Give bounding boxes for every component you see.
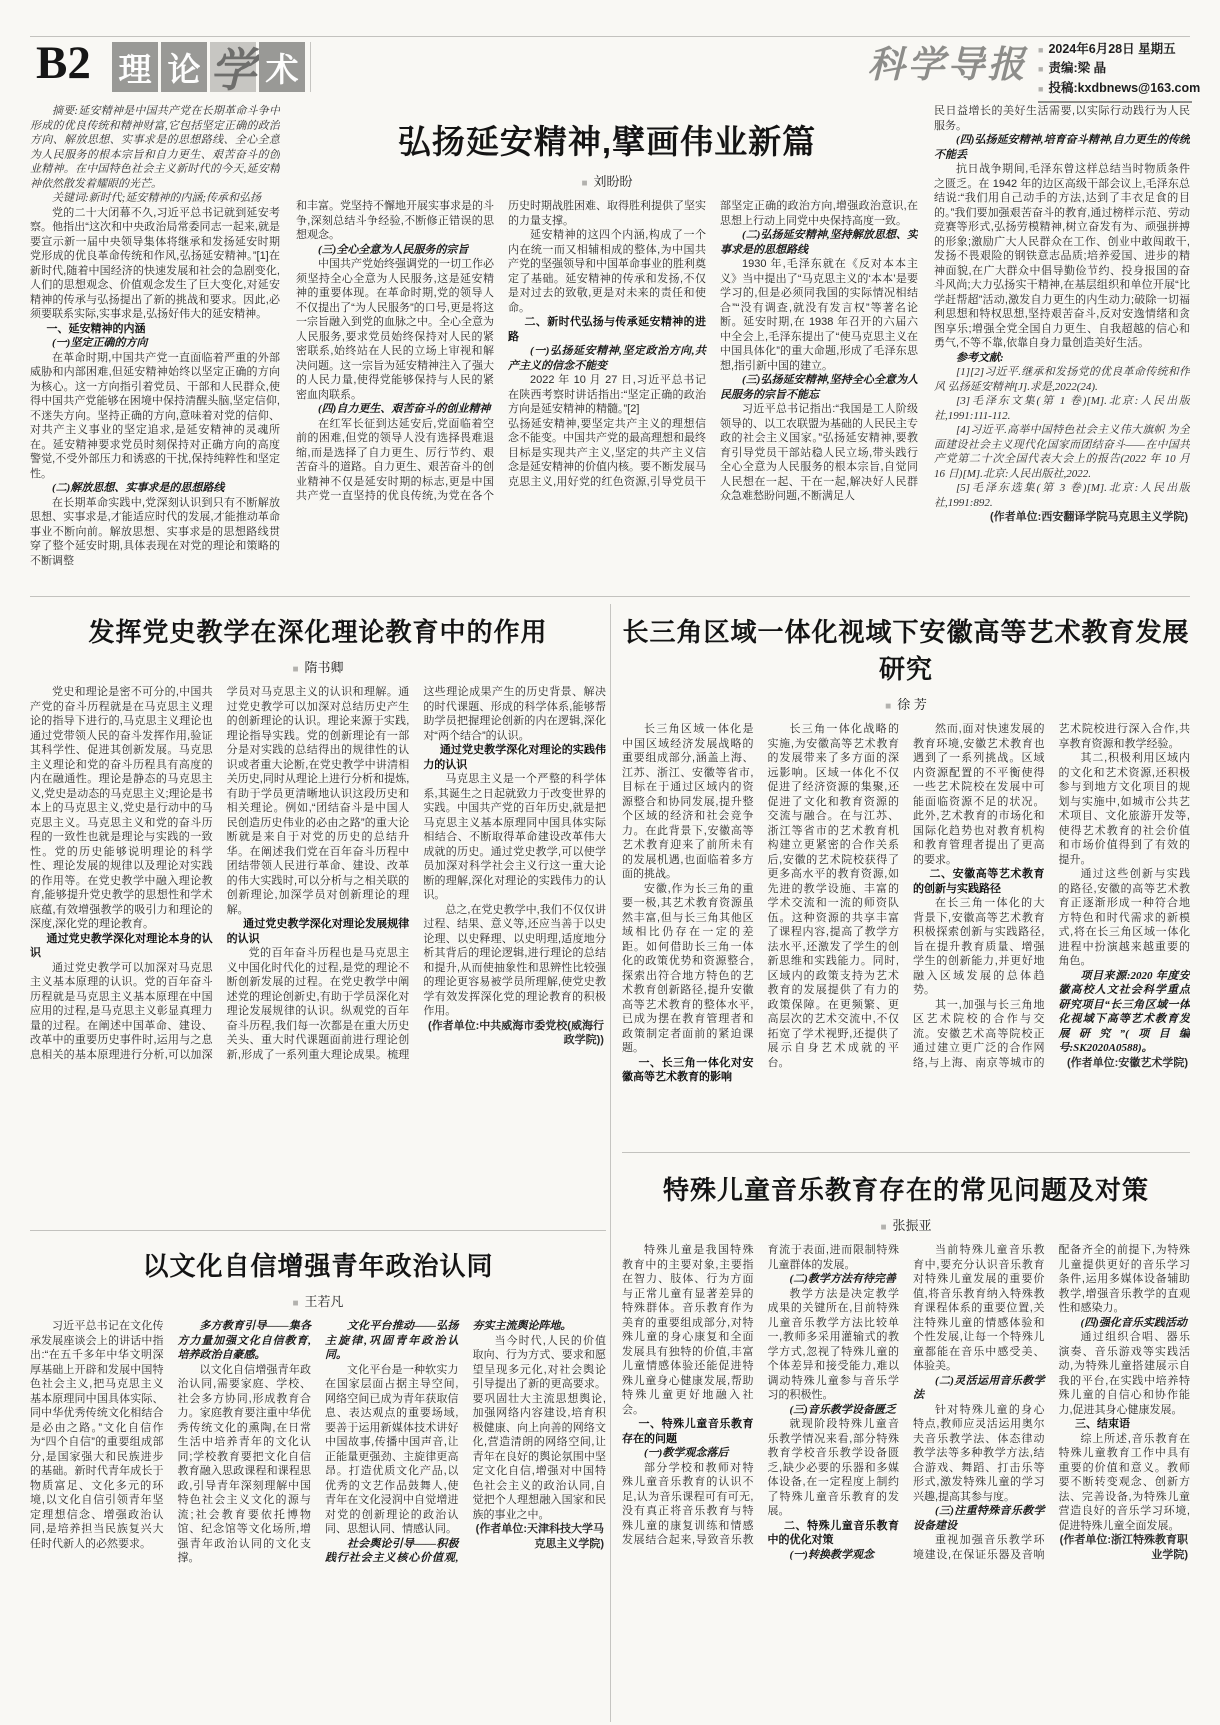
article-cultural-confidence	[30, 1234, 606, 1725]
subheading: (一)弘扬延安精神,坚定政治方向,共产主义的信念不能变	[508, 345, 706, 372]
submission-line	[1038, 79, 1201, 98]
subheading: (三)全心全意为人民服务的宗旨	[318, 243, 469, 256]
article-special-children-music	[622, 1158, 1190, 1725]
article-body-columns	[296, 199, 918, 590]
subheading: 社会舆论引导——积极践行社会主义核心价值观,夯实主流舆论阵地。	[325, 1320, 572, 1564]
abstract-or-reference: 摘要:延安精神是中国共产党在长期革命斗争中形成的优良传统和精神财富,它包括坚定正确的政治方向、解放思想、实事求是的思想路线、全心全意为人民服务的根本宗旨和自力更生、艰苦奋斗的创业精神。在中国特色社会主义新时代的今天,延安精神依然散发着耀眼的光芒。	[30, 105, 280, 190]
article-body-columns	[30, 1319, 606, 1725]
section-subheading: 一、延安精神的内涵	[46, 322, 146, 335]
article-byline	[30, 657, 606, 676]
author-credit: (作者单位:中共威海市委党校(威海行政学院))	[427, 1019, 604, 1046]
article-byline	[30, 1291, 606, 1310]
author-credit: (作者单位:浙江特殊教育职业学院)	[1059, 1534, 1188, 1561]
submission-email: 投稿:kxdbnews@163.com	[1048, 80, 1201, 95]
abstract-or-reference: [1][2]习近平.继承和发扬党的优良革命传统和作风 弘扬延安精神[J].求是,2022(24).	[934, 366, 1190, 393]
article-party-history-teaching	[30, 600, 606, 1228]
body-paragraph: 党的二十大闭幕不久,习近平总书记就到延安考察。他指出“这次和中央政治局常委同志一起来,就是要宣示新一届中央领导集体将继承和发扬延安时期党形成的优良革命传统和作风,弘扬延安精神。”[1]在新时代,随着中国经济的快速发展和社会的急剧变化,人们的思想观念、价值观念发生了巨大变化,对延安精神的传承与弘扬提出了新的挑战和要求。因此,必须要联系实际,实事求是,弘扬好伟大的延安精神。	[30, 206, 280, 320]
body-paragraph: 通过组织合唱、器乐演奏、音乐游戏等实践活动,为特殊儿童搭建展示自我的平台,在实践中培养特殊儿童的自信心和协作能力,促进其身心健康发展。	[1058, 1331, 1190, 1416]
article-title: 弘扬延安精神,擘画伟业新篇	[397, 123, 817, 160]
section-subheading: 三、结束语	[1075, 1418, 1130, 1430]
body-paragraph: 中国共产党始终强调党的一切工作必须坚持全心全意为人民服务,这是延安精神的重要体现。在革命时期,党的领导人不仅提出了“为人民服务”的口号,更是将这一宗旨融入到党的血脉之中。全心全意为人民服务,要求党员始终保持对人民的紧密联系,始终站在人民的立场上审视和解决问题。这一宗旨为延安精神注入了强大的人民力量,使得党能够保持与人民的紧密血肉联系。	[296, 258, 494, 401]
subheading: (四)弘扬延安精神,培育奋斗精神,自力更生的传统不能丢	[934, 134, 1190, 161]
body-paragraph: 在长三角一体化的大背景下,安徽高等艺术教育积极探索创新与实践路径,旨在提升教育质量、增强学生的创新能力,并更好地融入区域发展的总体趋势。	[913, 897, 1045, 996]
section-logo	[112, 42, 305, 96]
bullet-icon: ■	[1038, 83, 1044, 94]
body-paragraph: 通过这些创新与实践的路径,安徽的高等艺术教育正逐渐形成一种符合地方特色和时代需求的新模式,将在长三角区域一体化进程中扮演越来越重要的角色。	[1058, 868, 1190, 967]
abstract-or-reference: 关键词:新时代;延安精神的内涵;传承和弘扬	[52, 192, 261, 204]
editor-text: 责编:梁 晶	[1048, 61, 1107, 76]
top-rule	[30, 36, 1190, 37]
author-name: 徐 芳	[897, 697, 927, 712]
article-title: 以文化自信增强青年政治认同	[142, 1251, 494, 1281]
article-references-column	[934, 104, 1190, 590]
author-name: 王若凡	[304, 1294, 344, 1309]
body-paragraph: 文化平台是一种软实力在国家层面占据主导空间,网络空间已成为青年获取信息、表达观点的重要场域,要善于运用新媒体技术讲好中国故事,传播中国声音,让正能量更强劲、主旋律更高昂。打造优质文化产品,以优秀的文艺作品鼓舞人,使青年在文化浸润中自觉增进对党的创新理论的政治认同、思想认同、情感认同。	[325, 1363, 459, 1535]
subheading: (一)转换教学观念	[789, 1548, 874, 1561]
article-byline	[296, 171, 918, 190]
body-paragraph: 在革命时期,中国共产党一直面临着严重的外部威胁和内部困难,但延安精神始终以坚定正确的方向为核心。这一方向指引着党员、干部和人民群众,使得中国共产党能够在困境中保持清醒头脑,坚定信仰,不迷失方向。坚持正确的方向,意味着对党的信仰、对共产主义事业的坚定追求,是延安精神的灵魂所在。延安精神要求党员时刻保持对正确方向的高度警觉,不受外部压力和诱惑的干扰,保持纯粹性和坚定性。	[30, 351, 280, 480]
body-paragraph: 弘扬延安精神,要坚定共产主义的理想信念不能变。中国共产党的最高理想和最终目标是实现共产主义,坚定的共产主义信念是延安精神的价值内核。要不断发展马克思主义,用好党的红色资源,引导党员干部坚定正确的政治方向,增强政治意识,在思想上行动上同党中央保持高度一致。	[508, 200, 918, 488]
body-paragraph: 和丰富。党坚持不懈地开展实事求是的斗争,深刻总结斗争经验,不断修正错误的思想观念。	[296, 200, 494, 241]
body-paragraph: 民日益增长的美好生活需要,以实际行动践行为人民服务。	[934, 105, 1190, 132]
body-paragraph: 党史和理论是密不可分的,中国共产党的奋斗历程就是在马克思主义理论的指导下进行的,马克思主义理论也通过党带领人民的奋斗发挥作用,验证其科学性、促进其创新发展。马克思主义理论和党的奋斗历程具有高度的内在融通性。理论是静态的马克思主义,党史是动态的马克思主义;理论是书本上的马克思主义,党史是行动中的马克思主义。马克思主义和党的奋斗历程的一致性也就是理论与实践的一致性。党的历史能够说明理论的科学性、理论发展的规律以及理论对实践的作用等。在党史教学中融入理论教育,能够提升党史教学的思想性和学术底蕴,有效增强教学的吸引力和理论的深度,深化党的理论教育。	[30, 686, 213, 930]
author-credit: (作者单位:安徽艺术学院)	[1067, 1056, 1188, 1069]
editor-line	[1038, 59, 1192, 78]
body-paragraph: 重视加强音乐教学环境建设,在保证乐器及音响配备齐全的前提下,为特殊儿童提供更好的音乐学习条件,运用多媒体设备辅助教学,增强音乐教学的直观性和感染力。	[913, 1244, 1190, 1561]
body-paragraph: 习近平总书记指出:“我国是工人阶级领导的、以工农联盟为基础的人民民主专政的社会主义国家。”弘扬延安精神,要教育引导党员干部站稳人民立场,带头践行全心全意为人民服务的根本宗旨,自觉同人民想在一起、干在一起,解决好人民群众急难愁盼问题,不断满足人	[720, 403, 918, 502]
subheading: 多方教育引导——集各方力量加强文化自信教育,培养政治自豪感。	[177, 1320, 311, 1361]
body-paragraph: 教学方法是决定教学成果的关键所在,目前特殊儿童音乐教学方法比较单一,教师多采用灌输式的教学方式,忽视了特殊儿童的个体差异和接受能力,难以调动特殊儿童参与音乐学习的积极性。	[767, 1287, 899, 1401]
author-credit: (作者单位:天津科技大学马克思主义学院)	[475, 1523, 604, 1550]
page-number: B2	[36, 37, 91, 89]
article-title: 发挥党史教学在深化理论教育中的作用	[88, 617, 548, 647]
subheading: (二)弘扬延安精神,坚持解放思想、实事求是的思想路线	[720, 229, 918, 256]
body-paragraph: 长三角区域一体化是中国区域经济发展战略的重要组成部分,涵盖上海、江苏、浙江、安徽等省市,目标在于通过区域内的资源整合和协同发展,提升整个区域的经济和社会竞争力。在此背景下,安徽高等艺术教育迎来了前所未有的发展机遇,也面临着多方面的挑战。	[622, 723, 754, 880]
logo-divider	[310, 42, 311, 92]
article-title: 长三角区域一体化视域下安徽高等艺术教育发展研究	[622, 617, 1190, 684]
body-paragraph: 就现阶段特殊儿童音乐教学情况来看,部分特殊教育学校音乐教学设备匮乏,缺少必要的乐器和多媒体设备,在一定程度上制约了特殊儿童音乐教育的发展。	[767, 1418, 899, 1517]
body-paragraph: 习近平总书记在文化传承发展座谈会上的讲话中指出:“在五千多年中华文明深厚基础上开辟和发展中国特色社会主义,把马克思主义基本原理同中国具体实际、同中华优秀传统文化相结合是必由之路。”文化自信作为“四个自信”的重要组成部分,是国家强大和民族进步的基础。新时代青年成长于物质富足、文化多元的环境,以文化自信引领青年坚定理想信念、增强政治认同,是培养担当民族复兴大任时代新人的必然要求。	[30, 1320, 164, 1550]
subheading: (一)坚定正确的方向	[52, 337, 148, 349]
body-paragraph: 在红军长征到达延安后,党面临着空前的困难,但党的领导人没有选择畏难退缩,而是选择了自力更生、厉行节约、艰苦奋斗的道路。自力更生、艰苦奋斗的创业精神不仅是延安时期的标志,更是中国共产党一直坚持的优良传统,为党在各个历史时期战胜困难、取得胜利提供了坚实的力量支撑。	[296, 200, 706, 502]
body-paragraph: 其一,加强与长三角地区艺术院校的合作与交流。安徽艺术高等院校正通过建立更广泛的合作网络,与上海、南京等城市的艺术院校进行深入合作,共享教育资源和教学经验。	[913, 723, 1190, 1069]
article-title: 特殊儿童音乐教育存在的常见问题及对策	[662, 1175, 1149, 1205]
article-anhui-art-education	[622, 600, 1190, 1148]
abstract-or-reference: [3]毛泽东文集(第 1 卷)[M].北京:人民出版社,1991:111-112.	[934, 395, 1190, 422]
byline-square-icon: ■	[292, 664, 299, 675]
author-name: 隋书卿	[304, 660, 344, 675]
body-paragraph: 在长期革命实践中,党深刻认识到只有不断解放思想、实事求是,才能适应时代的发展,才能推动革命事业不断向前。解放思想、实事求是的思想路线贯穿了整个延安时期,具体表现在对党的理论和策略的不断调整	[30, 496, 280, 567]
issue-info	[1038, 40, 1201, 103]
body-paragraph: 当前特殊儿童音乐教育中,要充分认识音乐教育对特殊儿童发展的重要价值,将音乐教育纳入特殊教育课程体系的重要位置,关注特殊儿童的情感体验和个性发展,让每一个特殊儿童都能在音乐中感受美、体验美。	[913, 1244, 1045, 1372]
body-paragraph: 通过党史教学可以加深对马克思主义基本原理的认识。党的百年奋斗历程就是马克思主义基本原理在中国应用的过程,是马克思主义彰显真理力量的过程。在阐述中国革命、建设、改革中的重要历史事件时,运用与之息息相关的基本原理进行分析,可以加深学员对马克思主义的认识和理解。通过党史教学可以加深对总结历史产生的创新理论的认识。理论来源于实践,理论指导实践。党的创新理论有一部分是对实践的总结得出的规律性的认识或者重大论断,在党史教学中讲清相关历史,同时从理论上进行分析和提炼,有助于学员更清晰地认识这段历史和相关理论。例如,“团结奋斗是中国人民创造历史伟业的必由之路”的重大论断就是来自于对党的历史的总结升华。在阐述我们党在百年奋斗历程中团结带领人民进行革命、建设、改革的伟大实践时,可以分析与之相关联的创新理论,加深学员对创新理论的理解。	[30, 686, 410, 1061]
body-paragraph: 当今时代,人民的价值取向、行为方式、要求和愿望呈现多元化,对社会舆论引导提出了新的更高要求。要巩固壮大主流思想舆论,加强网络内容建设,培育积极健康、向上向善的网络文化,营造清朗的网络空间,让青年在良好的舆论氛围中坚定文化自信,增强对中国特色社会主义的政治认同,自觉把个人理想融入国家和民族的事业之中。	[472, 1334, 606, 1521]
body-paragraph: 1930 年,毛泽东就在《反对本本主义》当中提出了“马克思主义的‘本本’是要学习的,但是必须同我国的实际情况相结合”“没有调查,就没有发言权”等著名论断。延安时期,在 1938 年召开的六届六中全会上,毛泽东提出了“使马克思主义在中国具体化”的重大命题,形成了毛泽东思想,指引新中国的建立。	[720, 258, 918, 372]
byline-square-icon: ■	[880, 1222, 887, 1233]
author-name: 刘盼盼	[593, 174, 633, 189]
article-body-columns	[30, 685, 606, 1228]
body-paragraph: 部分学校和教师对特殊儿童音乐教育的认识不足,认为音乐课程可有可无,没有真正将音乐教育与特殊儿童的康复训练和情感发展结合起来,导致音乐教育流于表面,进而限制特殊儿童群体的发展。	[622, 1244, 899, 1546]
section-subheading: 二、特殊儿童音乐教育中的优化对策	[767, 1519, 899, 1546]
subheading: (一)教学观念落后	[644, 1447, 729, 1459]
author-credit: (作者单位:西安翻译学院马克思主义学院)	[990, 511, 1188, 523]
article-byline	[622, 694, 1190, 713]
section-subheading: 通过党史教学深化对理论的实践伟力的认识	[423, 744, 606, 771]
subheading: (三)弘扬延安精神,坚持全心全意为人民服务的宗旨不能忘	[720, 374, 918, 401]
body-paragraph: 延安精神的这四个内涵,构成了一个内在统一而又相辅相成的整体,为中国共产党的坚强领导和中国革命事业的胜利奠定了基础。延安精神的传承和发扬,不仅是对过去的致敬,更是对未来的责任和使命。	[508, 229, 706, 314]
body-paragraph: 针对特殊儿童的身心特点,教师应灵活运用奥尔夫音乐教学法、体态律动教学法等多种教学方法,结合游戏、舞蹈、打击乐等形式,激发特殊儿童的学习兴趣,提高其参与度。	[913, 1403, 1045, 1503]
article-byline	[622, 1215, 1190, 1234]
body-paragraph: 总之,在党史教学中,我们不仅仅讲过程、结果、意义等,还应当善于以史论理、以史释理、以史明理,适度地分析其背后的理论逻辑,进行理论的总结和提升,从而使抽象性和思辨性比较强的理论更容易被学员所理解,使党史教学有效发挥深化党的理论教育的积极作用。	[423, 903, 606, 1017]
body-paragraph: 党的百年奋斗历程也是马克思主义中国化时代化的过程,是党的理论不断创新发展的过程。在党史教学中阐述党的理论创新史,有助于学员深化对理论发展规律的认识。纵观党的百年奋斗历程,我们每一次都是在重大历史关头、重大时代课题面前进行理论创新,形成了一系列重大理论成果。梳理这些理论成果产生的历史背景、解决的时代课题、形成的科学体系,能够帮助学员把握理论创新的内在逻辑,深化对“两个结合”的认识。	[226, 686, 606, 1061]
section-subheading: 一、特殊儿童音乐教育存在的问题	[622, 1418, 754, 1445]
subheading: (二)灵活运用音乐教学法	[913, 1374, 1045, 1401]
masthead-title: 科学导报	[867, 45, 1028, 86]
body-paragraph: 抗日战争期间,毛泽东曾这样总结当时物质条件之匮乏。在 1942 年的边区高级干部会议上,毛泽东总结说:“我们用自己动手的方法,达到了丰衣足食的目的。”我们要加强艰苦奋斗的教育,通过榜样示范、劳动竞赛等形式,弘扬劳模精神,树立奋发有为、顽强拼搏的形象;激励广大人民群众在工作、创业中敢闯敢干,发扬不畏艰险的钢铁意志品质;培养爱国、进步的精神面貌,在广大群众中倡导勤俭节约、投身报国的奋斗风尚;大力弘扬实干精神,在基层组织和单位开展“比学赶帮超”活动,激发自力更生的内生动力;破除一切福利思想和特权思想,坚持艰苦奋斗,反对安逸情绪和贪图享乐;增强全党全国自力更生、自我超越的信心和勇气,不等不靠,依靠自身力量创造美好生活。	[934, 163, 1190, 349]
divider-right-bottom	[622, 1152, 1190, 1153]
body-paragraph: 特殊儿童是我国特殊教育中的主要对象,主要指在智力、肢体、行为方面与正常儿童有显著差异的特殊群体。音乐教育作为美育的重要组成部分,对特殊儿童的身心康复和全面发展具有独特的价值,丰富儿童情感体验还能促进特殊儿童身心健康发展,帮助特殊儿童更好地融入社会。	[622, 1244, 754, 1416]
center-column-divider	[610, 604, 611, 1722]
byline-square-icon: ■	[292, 1298, 299, 1309]
date-line	[1038, 40, 1192, 59]
bullet-icon: ■	[1038, 64, 1044, 75]
subheading: (四)自力更生、艰苦奋斗的创业精神	[318, 403, 491, 415]
subheading: 项目来源:2020 年度安徽高校人文社会科学重点研究项目“长三角区域一体化视域下高等艺术教育发展研究”(项目编号:SK2020A0588)。	[1058, 969, 1190, 1054]
body-paragraph: 然而,面对快速发展的教育环境,安徽艺术教育也遇到了一系列挑战。区域内资源配置的不平衡使得一些艺术院校在发展中可能面临资源不足的状况。此外,艺术教育的市场化和国际化趋势也对教育机构和教育管理者提出了更高的要求。	[913, 723, 1045, 866]
section-subheading: 二、安徽高等艺术教育的创新与实践路径	[913, 868, 1045, 895]
article-yanan-spirit	[30, 104, 1190, 590]
bullet-icon: ■	[1038, 45, 1044, 55]
subheading: (三)音乐教学设备匮乏	[789, 1403, 896, 1416]
section-subheading: 通过党史教学深化对理论发展规律的认识	[226, 918, 410, 945]
section-subheading: 一、长三角一体化对安徽高等艺术教育的影响	[622, 1056, 754, 1083]
body-paragraph: 2022 年 10 月 27 日,习近平总书记在陕西考察时讲话指出:“坚定正确的政治方向是延安精神的精髓。”[2]	[508, 374, 706, 415]
body-paragraph: 马克思主义是一个严整的科学体系,其诞生之日起就致力于改变世界的实践。中国共产党的百年历史,就是把马克思主义基本原理同中国具体实际相结合、不断取得革命建设改革伟大成就的历史。通过党史教学,可以使学员加深对科学社会主义行这一重大论断的理解,深化对理论的实践伟力的认识。	[423, 773, 606, 901]
subheading: (四)强化音乐实践活动	[1080, 1316, 1187, 1329]
article-center-area	[296, 104, 918, 590]
article-body-columns	[622, 722, 1190, 1148]
author-name: 张振亚	[892, 1218, 932, 1233]
body-paragraph: 长三角一体化战略的实施,为安徽高等艺术教育的发展带来了多方面的深远影响。区域一体化不仅促进了经济资源的集聚,还促进了文化和教育资源的交流与融合。在与江苏、浙江等省市的艺术教育机构建立更紧密的合作关系后,安徽的艺术院校获得了更多高水平的教育资源,如先进的教学设施、丰富的学术交流和一流的师资队伍。这种资源的共享丰富了课程内容,提高了教学方法水平,还激发了学生的创新思维和实践能力。同时,区域内的政策支持为艺术教育的发展提供了有力的政策保障。在更频繁、更高层次的艺术交流中,不仅拓宽了学术视野,还提供了展示自身艺术成就的平台。	[767, 723, 899, 1069]
article-abstract-column	[30, 104, 280, 590]
body-paragraph: 综上所述,音乐教育在特殊儿童教育工作中具有重要的价值和意义。教师要不断转变观念、创新方法、完善设备,为特殊儿童营造良好的音乐学习环境,促进特殊儿童全面发展。	[1058, 1432, 1190, 1532]
byline-square-icon: ■	[885, 701, 892, 712]
byline-square-icon: ■	[581, 178, 588, 189]
section-subheading: 通过党史教学深化对理论本身的认识	[30, 932, 213, 959]
divider-under-article1	[30, 596, 1190, 597]
abstract-or-reference: [5]毛泽东选集(第 3 卷)[M].北京:人民出版社,1991:892.	[934, 482, 1190, 509]
subheading: (二)解放思想、实事求是的思想路线	[52, 482, 225, 494]
logo-char-xue: 学	[210, 42, 256, 92]
divider-left-bottom	[30, 1230, 606, 1231]
subheading: 参考文献:	[956, 351, 1004, 364]
subheading: 文化平台推动——弘扬主旋律,巩固青年政治认同。	[325, 1320, 459, 1361]
body-paragraph: 其二,积极利用区域内的文化和艺术资源,还积极参与到地方文化项目的规划与实施中,如城市公共艺术项目、文化旅游开发等,使得艺术教育的社会价值和市场价值得到了有效的提升。	[1058, 752, 1190, 866]
logo-char-lun: 论	[161, 42, 207, 92]
article-body-columns	[622, 1243, 1190, 1725]
section-subheading: 二、新时代弘扬与传承延安精神的进路	[508, 316, 706, 343]
body-paragraph: 以文化自信增强青年政治认同,需要家庭、学校、社会多方协同,形成教育合力。家庭教育要注重中华优秀传统文化的熏陶,在日常生活中培养青年的文化认同;学校教育要把文化自信教育融入思政课程和课程思政,引导青年深刻理解中国特色社会主义文化的源与流;社会教育要依托博物馆、纪念馆等文化场所,增强青年政治认同的文化支撑。	[177, 1363, 311, 1564]
subheading: (三)注重特殊音乐教学设备建设	[913, 1505, 1045, 1532]
body-paragraph: 安徽,作为长三角的重要一极,其艺术教育资源虽然丰富,但与长三角其他区域相比仍存在一定的差距。如何借助长三角一体化的政策优势和资源整合,探索出符合地方特色的艺术教育创新路径,提升安徽高等艺术教育的整体水平,已成为摆在教育管理者和政策制定者面前的紧迫课题。	[622, 882, 754, 1054]
subheading: (二)教学方法有待完善	[789, 1273, 896, 1285]
logo-char-shu: 术	[259, 42, 305, 92]
abstract-or-reference: [4]习近平.高举中国特色社会主义伟大旗帜 为全面建设社会主义现代化国家而团结奋斗——在中国共产党第二十次全国代表大会上的报告(2022 年 10 月 16 日)[M].北京:人民出版社,2022.	[934, 424, 1190, 480]
logo-char-li: 理	[112, 42, 158, 92]
date-text: 2024年6月28日 星期五	[1048, 42, 1176, 56]
